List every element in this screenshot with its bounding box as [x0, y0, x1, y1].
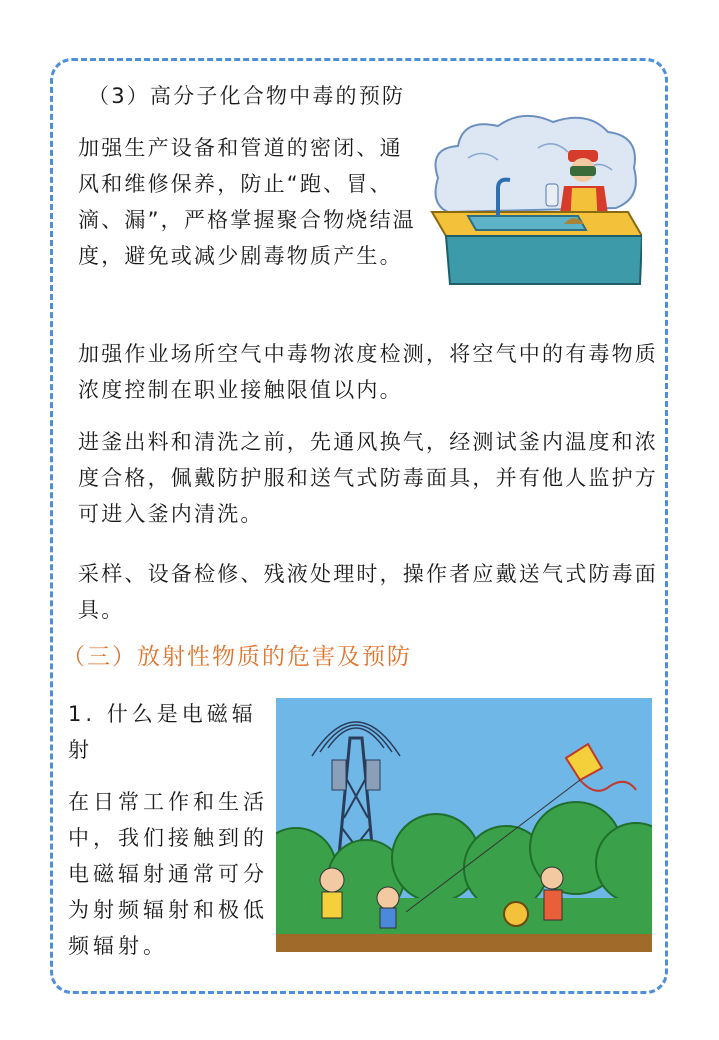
- radio-tower-kite-illustration: [276, 698, 652, 952]
- section-heading-radiation: （三）放射性物质的危害及预防: [62, 644, 412, 670]
- worker-gas-mask-illustration: [428, 108, 642, 290]
- question-electromagnetic-radiation: 1. 什么是电磁辐射: [68, 702, 257, 762]
- paragraph-equipment-sealing: 加强生产设备和管道的密闭、通风和维修保养，防止“跑、冒、滴、漏”，严格掌握聚合物烧结温度，避免或减少剧毒物质产生。: [78, 136, 416, 268]
- subheading-polymer-poisoning: （3）高分子化合物中毒的预防: [88, 84, 406, 108]
- paragraph-sampling-mask: 采样、设备检修、残液处理时，操作者应戴送气式防毒面具。: [78, 562, 658, 622]
- paragraph-kettle-cleaning: 进釜出料和清洗之前，先通风换气，经测试釜内温度和浓度合格，佩戴防护服和送气式防毒面具，并有他人监护方可进入釜内清洗。: [78, 430, 658, 526]
- answer-radiation-types: 在日常工作和生活中，我们接触到的电磁辐射通常可分为射频辐射和极低频辐射。: [68, 790, 268, 958]
- paragraph-concentration-detection: 加强作业场所空气中毒物浓度检测，将空气中的有毒物质浓度控制在职业接触限值以内。: [78, 342, 658, 402]
